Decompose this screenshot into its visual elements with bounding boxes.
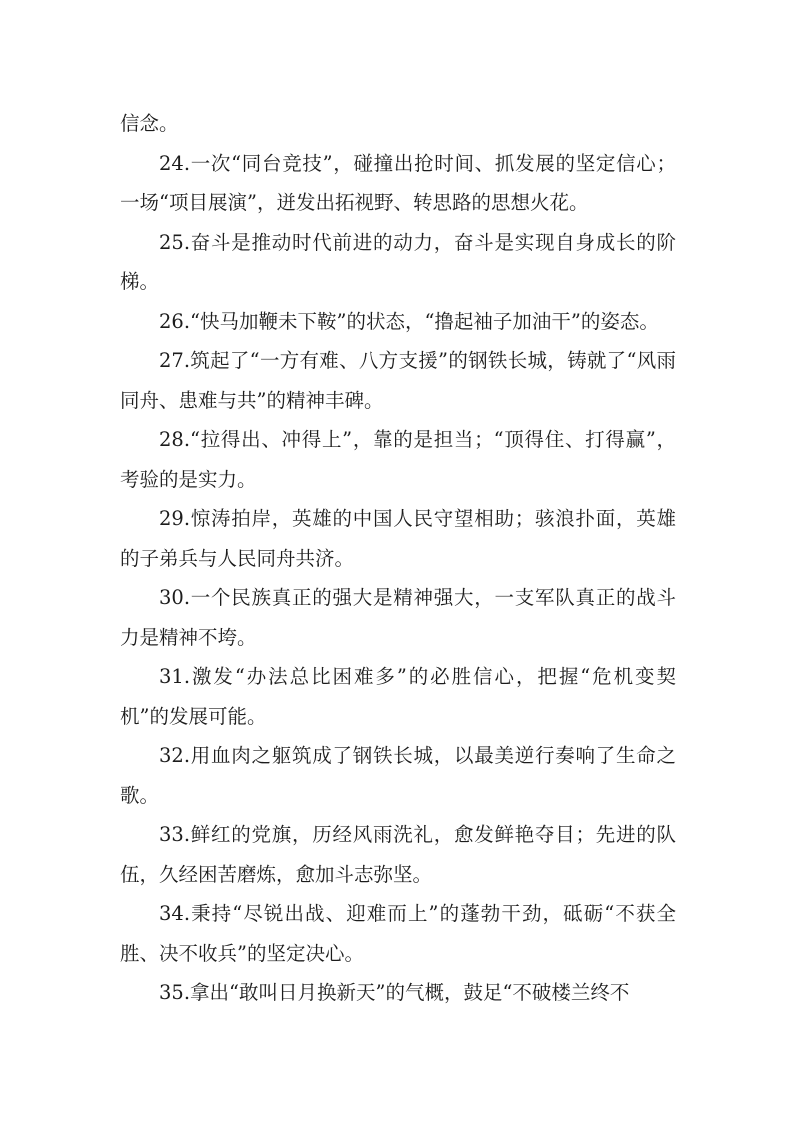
- paragraph-24: 24.一次“同台竞技”，碰撞出抢时间、抓发展的坚定信心；一场“项目展演”，迸发出拓视野、转思路的思想火花。: [120, 151, 676, 214]
- paragraph-32: 32.用血肉之躯筑成了钢铁长城，以最美逆行奏响了生命之歌。: [120, 744, 676, 807]
- paragraph-28: 28.“拉得出、冲得上”，靠的是担当；“顶得住、打得赢”，考验的是实力。: [120, 428, 676, 491]
- paragraph-27: 27.筑起了“一方有难、八方支援”的钢铁长城，铸就了“风雨同舟、患难与共”的精神丰碑。: [120, 349, 676, 412]
- paragraph-continuation: 信念。: [120, 112, 179, 135]
- paragraph-33: 33.鲜红的党旗，历经风雨洗礼，愈发鲜艳夺目；先进的队伍，久经困苦磨炼，愈加斗志弥坚。: [120, 823, 676, 886]
- paragraph-25: 25.奋斗是推动时代前进的动力，奋斗是实现自身成长的阶梯。: [120, 230, 676, 293]
- paragraph-30: 30.一个民族真正的强大是精神强大，一支军队真正的战斗力是精神不垮。: [120, 586, 676, 649]
- paragraph-34: 34.秉持“尽锐出战、迎难而上”的蓬勃干劲，砥砺“不获全胜、决不收兵”的坚定决心。: [120, 902, 676, 965]
- paragraph-26: 26.“快马加鞭未下鞍”的状态，“撸起袖子加油干”的姿态。: [159, 309, 659, 333]
- paragraph-29: 29.惊涛拍岸，英雄的中国人民守望相助；骇浪扑面，英雄的子弟兵与人民同舟共济。: [120, 507, 676, 570]
- paragraph-35: 35.拿出“敢叫日月换新天”的气概，鼓足“不破楼兰终不: [159, 981, 630, 1004]
- body-text: [120, 104, 676, 1013]
- paragraph-31: 31.激发“办法总比困难多”的必胜信心，把握“危机变契机”的发展可能。: [120, 665, 676, 728]
